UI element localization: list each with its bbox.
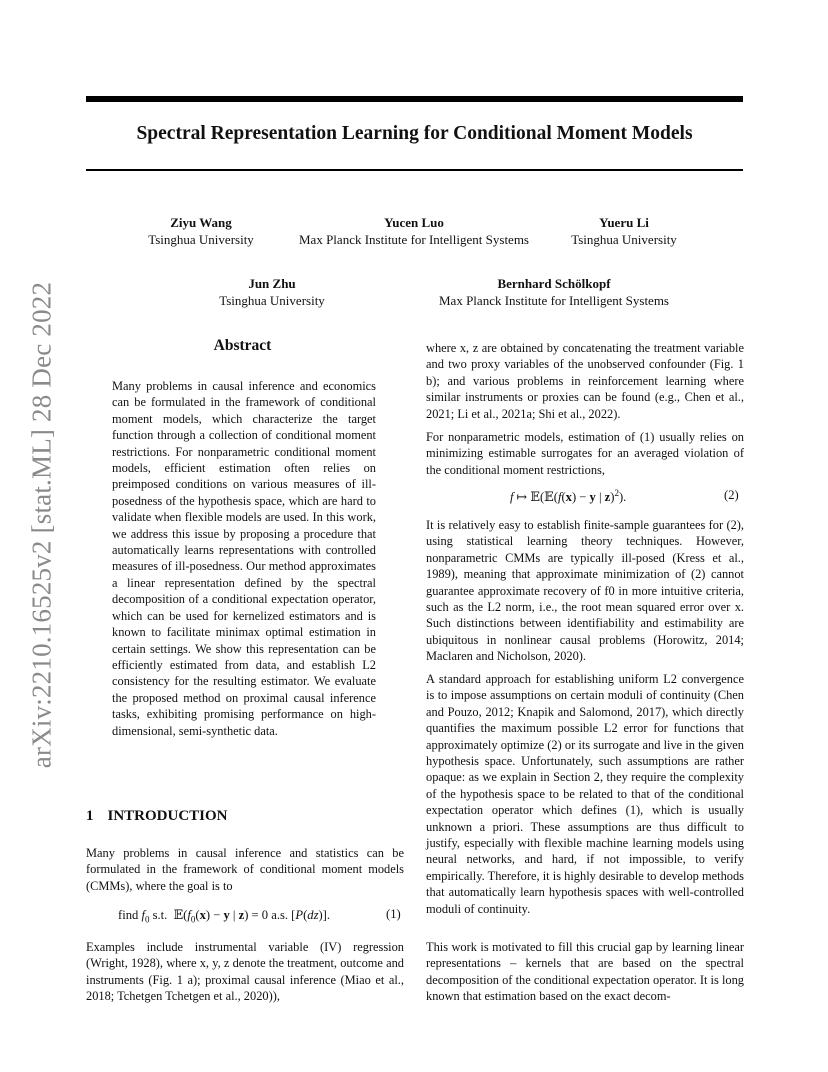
author-block: [571, 214, 677, 248]
intro-paragraph-2: Examples include instrumental variable (IV) regression (Wright, 1928), where x, y, z denote the treatment, outcome and instruments (Fig. 1 a); proximal causal inference (Miao et al., 2018; Tchetgen Tchetgen et al., 2020)),: [86, 940, 404, 1004]
author-name: Ziyu Wang: [170, 215, 232, 230]
right-paragraph-5: This work is motivated to fill this crucial gap by learning linear representations – kernels that are based on the spectral decomposition of the conditional expectation operator. It is long known that estimation based on the exact decom-: [426, 940, 744, 1004]
author-affiliation: Max Planck Institute for Intelligent Systems: [439, 293, 669, 308]
arxiv-sidebar: [22, 270, 62, 780]
equation-2: f ↦ 𝔼(𝔼(f(x) − y | z)$^2$).: [510, 488, 627, 505]
section-title: INTRODUCTION: [107, 808, 228, 824]
arxiv-identifier: arXiv:2210.16525v2 [stat.ML] 28 Dec 2022: [26, 281, 57, 769]
author-block: [299, 214, 529, 248]
title-rule-bottom: [86, 169, 743, 171]
right-paragraph-2: For nonparametric models, estimation of (1) usually relies on minimizing estimable surrogates for an averaged violation of the conditional moment restrictions,: [426, 430, 744, 477]
author-affiliation: Tsinghua University: [571, 232, 677, 247]
author-name: Bernhard Schölkopf: [497, 276, 611, 291]
section-heading: [86, 808, 228, 825]
author-block: [219, 275, 325, 309]
abstract-heading: Abstract: [213, 337, 272, 354]
paper-title: Spectral Representation Learning for Conditional Moment Models: [136, 123, 693, 144]
author-name: Yucen Luo: [384, 215, 444, 230]
right-paragraph-1: where x, z are obtained by concatenating the treatment variable and two proxy variables of the unobserved confounder (Fig. 1 b); and various problems in reinforcement learning where similar instruments or proxies can be found (e.g., Chen et al., 2021; Li et al., 2021a; Shi et al., 2022).: [426, 341, 744, 421]
author-name: Jun Zhu: [248, 276, 296, 291]
abstract-text: Many problems in causal inference and economics can be formulated in the framework of conditional moment models, which characterize the target function through a collection of conditional moment restrictions. For nonparametric conditional moment models, efficient estimation often relies on preimposed conditions on various measures of ill-posedness of the hypothesis space, which are hard to validate when flexible models are used. In this work, we address this issue by proposing a procedure that automatically learns representations with controlled measures of ill-posedness. Our method approximates a linear representation defined by the spectral decomposition of a conditional expectation operator, which can be used for kernelized estimators and is known to facilitate minimax optimal estimation in certain settings. We show this representation can be efficiently estimated from data, and establish L2 consistency for the resulting estimator. We evaluate the proposed method on proximal causal inference tasks, exhibiting promising performance on high-dimensional, semi-synthetic data.: [112, 379, 376, 738]
author-affiliation: Tsinghua University: [219, 293, 325, 308]
section-number: 1: [86, 808, 94, 824]
author-block: [439, 275, 669, 309]
right-paragraph-4: A standard approach for establishing uniform L2 convergence is to impose assumptions on certain moduli of continuity (Chen and Pouzo, 2012; Knapik and Salomond, 2017), which directly quantifies the maximum possible L2 error for functions that approximately optimize (2) or its surrogate and live in the given hypothesis space. Unfortunately, such assumptions are rather opaque: as we explain in Section 2, they require the complexity of the hypothesis space to be related to that of the conditional expectation operator which defines (1), which is usually unknown a priori. These assumptions are thus difficult to justify, especially with flexible machine learning models using neural networks, and hard, if not impossible, to verify empirically. Therefore, it is highly desirable to develop methods that automatically learn hypothesis spaces with well-controlled moduli of continuity.: [426, 672, 744, 916]
author-block: [148, 214, 254, 248]
author-affiliation: Max Planck Institute for Intelligent Systems: [299, 232, 529, 247]
equation-1: find $f_0$ s.t. $𝔼(f_0(x) - y$ | z) = 0 a.s. [P(dz)].: [118, 908, 331, 925]
equation-1-number: (1): [386, 907, 401, 921]
author-affiliation: Tsinghua University: [148, 232, 254, 247]
equation-2-number: (2): [724, 488, 739, 502]
title-rule-top: [86, 96, 743, 102]
intro-paragraph-1: Many problems in causal inference and statistics can be formulated in the framework of conditional moment models (CMMs), where the goal is to: [86, 846, 404, 893]
right-paragraph-3: It is relatively easy to establish finite-sample guarantees for (2), using statistical learning theory techniques. However, nonparametric CMMs are typically ill-posed (Kress et al., 1989), meaning that approximate minimization of (2) cannot guarantee approximate recovery of f0 in more intuitive criteria, such as the L2 norm, i.e., the root mean squared error over x. Such distinctions between identifiability and estimability are ubiquitous in nonlinear causal problems (Horowitz, 2014; Maclaren and Nicholson, 2020).: [426, 518, 744, 664]
author-name: Yueru Li: [599, 215, 649, 230]
